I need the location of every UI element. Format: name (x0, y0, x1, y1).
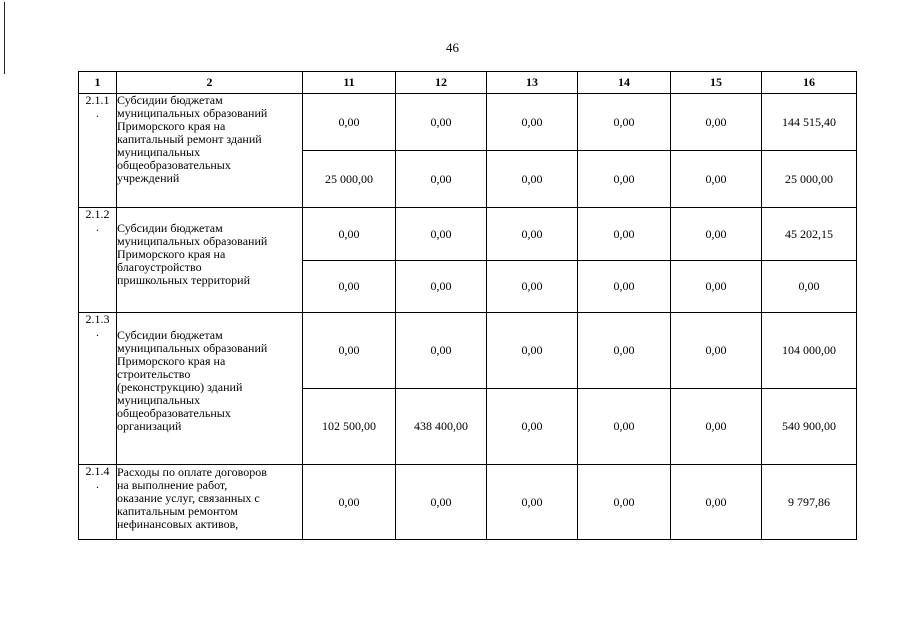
value-cell: 0,00 (396, 465, 487, 540)
item-number-dot: . (96, 106, 99, 120)
value-cell: 0,00 (671, 94, 762, 151)
description-line: Приморского края на (117, 354, 226, 368)
item-number-text: 2.1.2 (85, 207, 110, 221)
value-cell: 0,00 (671, 261, 762, 313)
value-cell: 0,00 (487, 151, 578, 208)
description-line: муниципальных образований (117, 106, 268, 120)
budget-table (78, 71, 857, 540)
scan-edge-mark (4, 2, 5, 74)
page-number: 46 (446, 40, 459, 55)
value-cell: 0,00 (578, 208, 671, 261)
value-cell: 0,00 (487, 94, 578, 151)
description-line: капитальный ремонт зданий (117, 132, 262, 146)
header-cell: 13 (487, 72, 578, 94)
description-line: общеобразовательных (117, 158, 231, 172)
item-number-dot: . (96, 477, 99, 491)
description-line: муниципальных (117, 145, 201, 159)
item-number-text: 2.1.3 (85, 312, 110, 326)
item-number-dot: . (96, 220, 99, 234)
description-line: муниципальных образований (117, 341, 268, 355)
value-cell: 0,00 (396, 94, 487, 151)
value-cell: 0,00 (487, 313, 578, 389)
value-cell: 0,00 (671, 389, 762, 465)
value-cell: 0,00 (487, 465, 578, 540)
description-line: строительство (117, 367, 191, 381)
header-cell: 16 (762, 72, 857, 94)
value-cell: 0,00 (487, 261, 578, 313)
description-line: муниципальных образований (117, 234, 268, 248)
description-line: на выполнение работ, (117, 478, 228, 492)
value-cell: 0,00 (396, 313, 487, 389)
value-cell: 0,00 (396, 208, 487, 261)
value-cell: 0,00 (303, 261, 396, 313)
item-number (79, 94, 117, 208)
header-cell: 12 (396, 72, 487, 94)
item-number (79, 313, 117, 465)
value-cell: 0,00 (762, 261, 857, 313)
description-line: муниципальных (117, 393, 201, 407)
item-description (117, 465, 303, 540)
value-cell: 0,00 (578, 94, 671, 151)
value-cell: 102 500,00 (303, 389, 396, 465)
value-cell: 0,00 (578, 313, 671, 389)
table-row (79, 208, 857, 261)
value-cell: 144 515,40 (762, 94, 857, 151)
header-cell: 15 (671, 72, 762, 94)
value-cell: 0,00 (303, 465, 396, 540)
value-cell: 0,00 (487, 208, 578, 261)
description-line: (реконструкцию) зданий (117, 380, 243, 394)
value-cell: 438 400,00 (396, 389, 487, 465)
item-description (117, 94, 303, 208)
description-line: Расходы по оплате договоров (117, 465, 267, 479)
value-cell: 0,00 (487, 389, 578, 465)
description-line: Субсидии бюджетам (117, 221, 223, 235)
description-line: общеобразовательных (117, 406, 231, 420)
value-cell: 0,00 (578, 151, 671, 208)
header-cell: 1 (79, 72, 117, 94)
value-cell: 0,00 (671, 313, 762, 389)
table-row (79, 313, 857, 389)
description-line: учреждений (117, 171, 180, 185)
header-cell: 14 (578, 72, 671, 94)
value-cell: 0,00 (303, 94, 396, 151)
value-cell: 0,00 (303, 208, 396, 261)
value-cell: 0,00 (578, 389, 671, 465)
value-cell: 0,00 (578, 261, 671, 313)
description-line: Субсидии бюджетам (117, 328, 223, 342)
value-cell: 540 900,00 (762, 389, 857, 465)
item-number-text: 2.1.4 (85, 464, 110, 478)
value-cell: 45 202,15 (762, 208, 857, 261)
value-cell: 0,00 (396, 261, 487, 313)
value-cell: 0,00 (671, 151, 762, 208)
value-cell: 0,00 (578, 465, 671, 540)
description-line: Приморского края на (117, 247, 226, 261)
item-number (79, 465, 117, 540)
description-line: Приморского края на (117, 119, 226, 133)
description-line: Субсидии бюджетам (117, 93, 223, 107)
description-line: пришкольных территорий (117, 273, 251, 287)
header-cell: 2 (117, 72, 303, 94)
value-cell: 25 000,00 (303, 151, 396, 208)
item-description (117, 313, 303, 465)
item-number-dot: . (96, 325, 99, 339)
value-cell: 0,00 (303, 313, 396, 389)
description-line: благоустройство (117, 260, 202, 274)
description-line: оказание услуг, связанных с (117, 491, 260, 505)
description-line: нефинансовых активов, (117, 517, 239, 531)
description-line: капитальным ремонтом (117, 504, 238, 518)
table-row (79, 94, 857, 151)
item-number-text: 2.1.1 (85, 93, 110, 107)
header-cell: 11 (303, 72, 396, 94)
item-description (117, 208, 303, 313)
value-cell: 0,00 (671, 465, 762, 540)
item-number (79, 208, 117, 313)
value-cell: 0,00 (396, 151, 487, 208)
header-row (79, 72, 857, 94)
table-row (79, 465, 857, 540)
description-line: организаций (117, 419, 182, 433)
value-cell: 104 000,00 (762, 313, 857, 389)
value-cell: 9 797,86 (762, 465, 857, 540)
value-cell: 0,00 (671, 208, 762, 261)
value-cell: 25 000,00 (762, 151, 857, 208)
